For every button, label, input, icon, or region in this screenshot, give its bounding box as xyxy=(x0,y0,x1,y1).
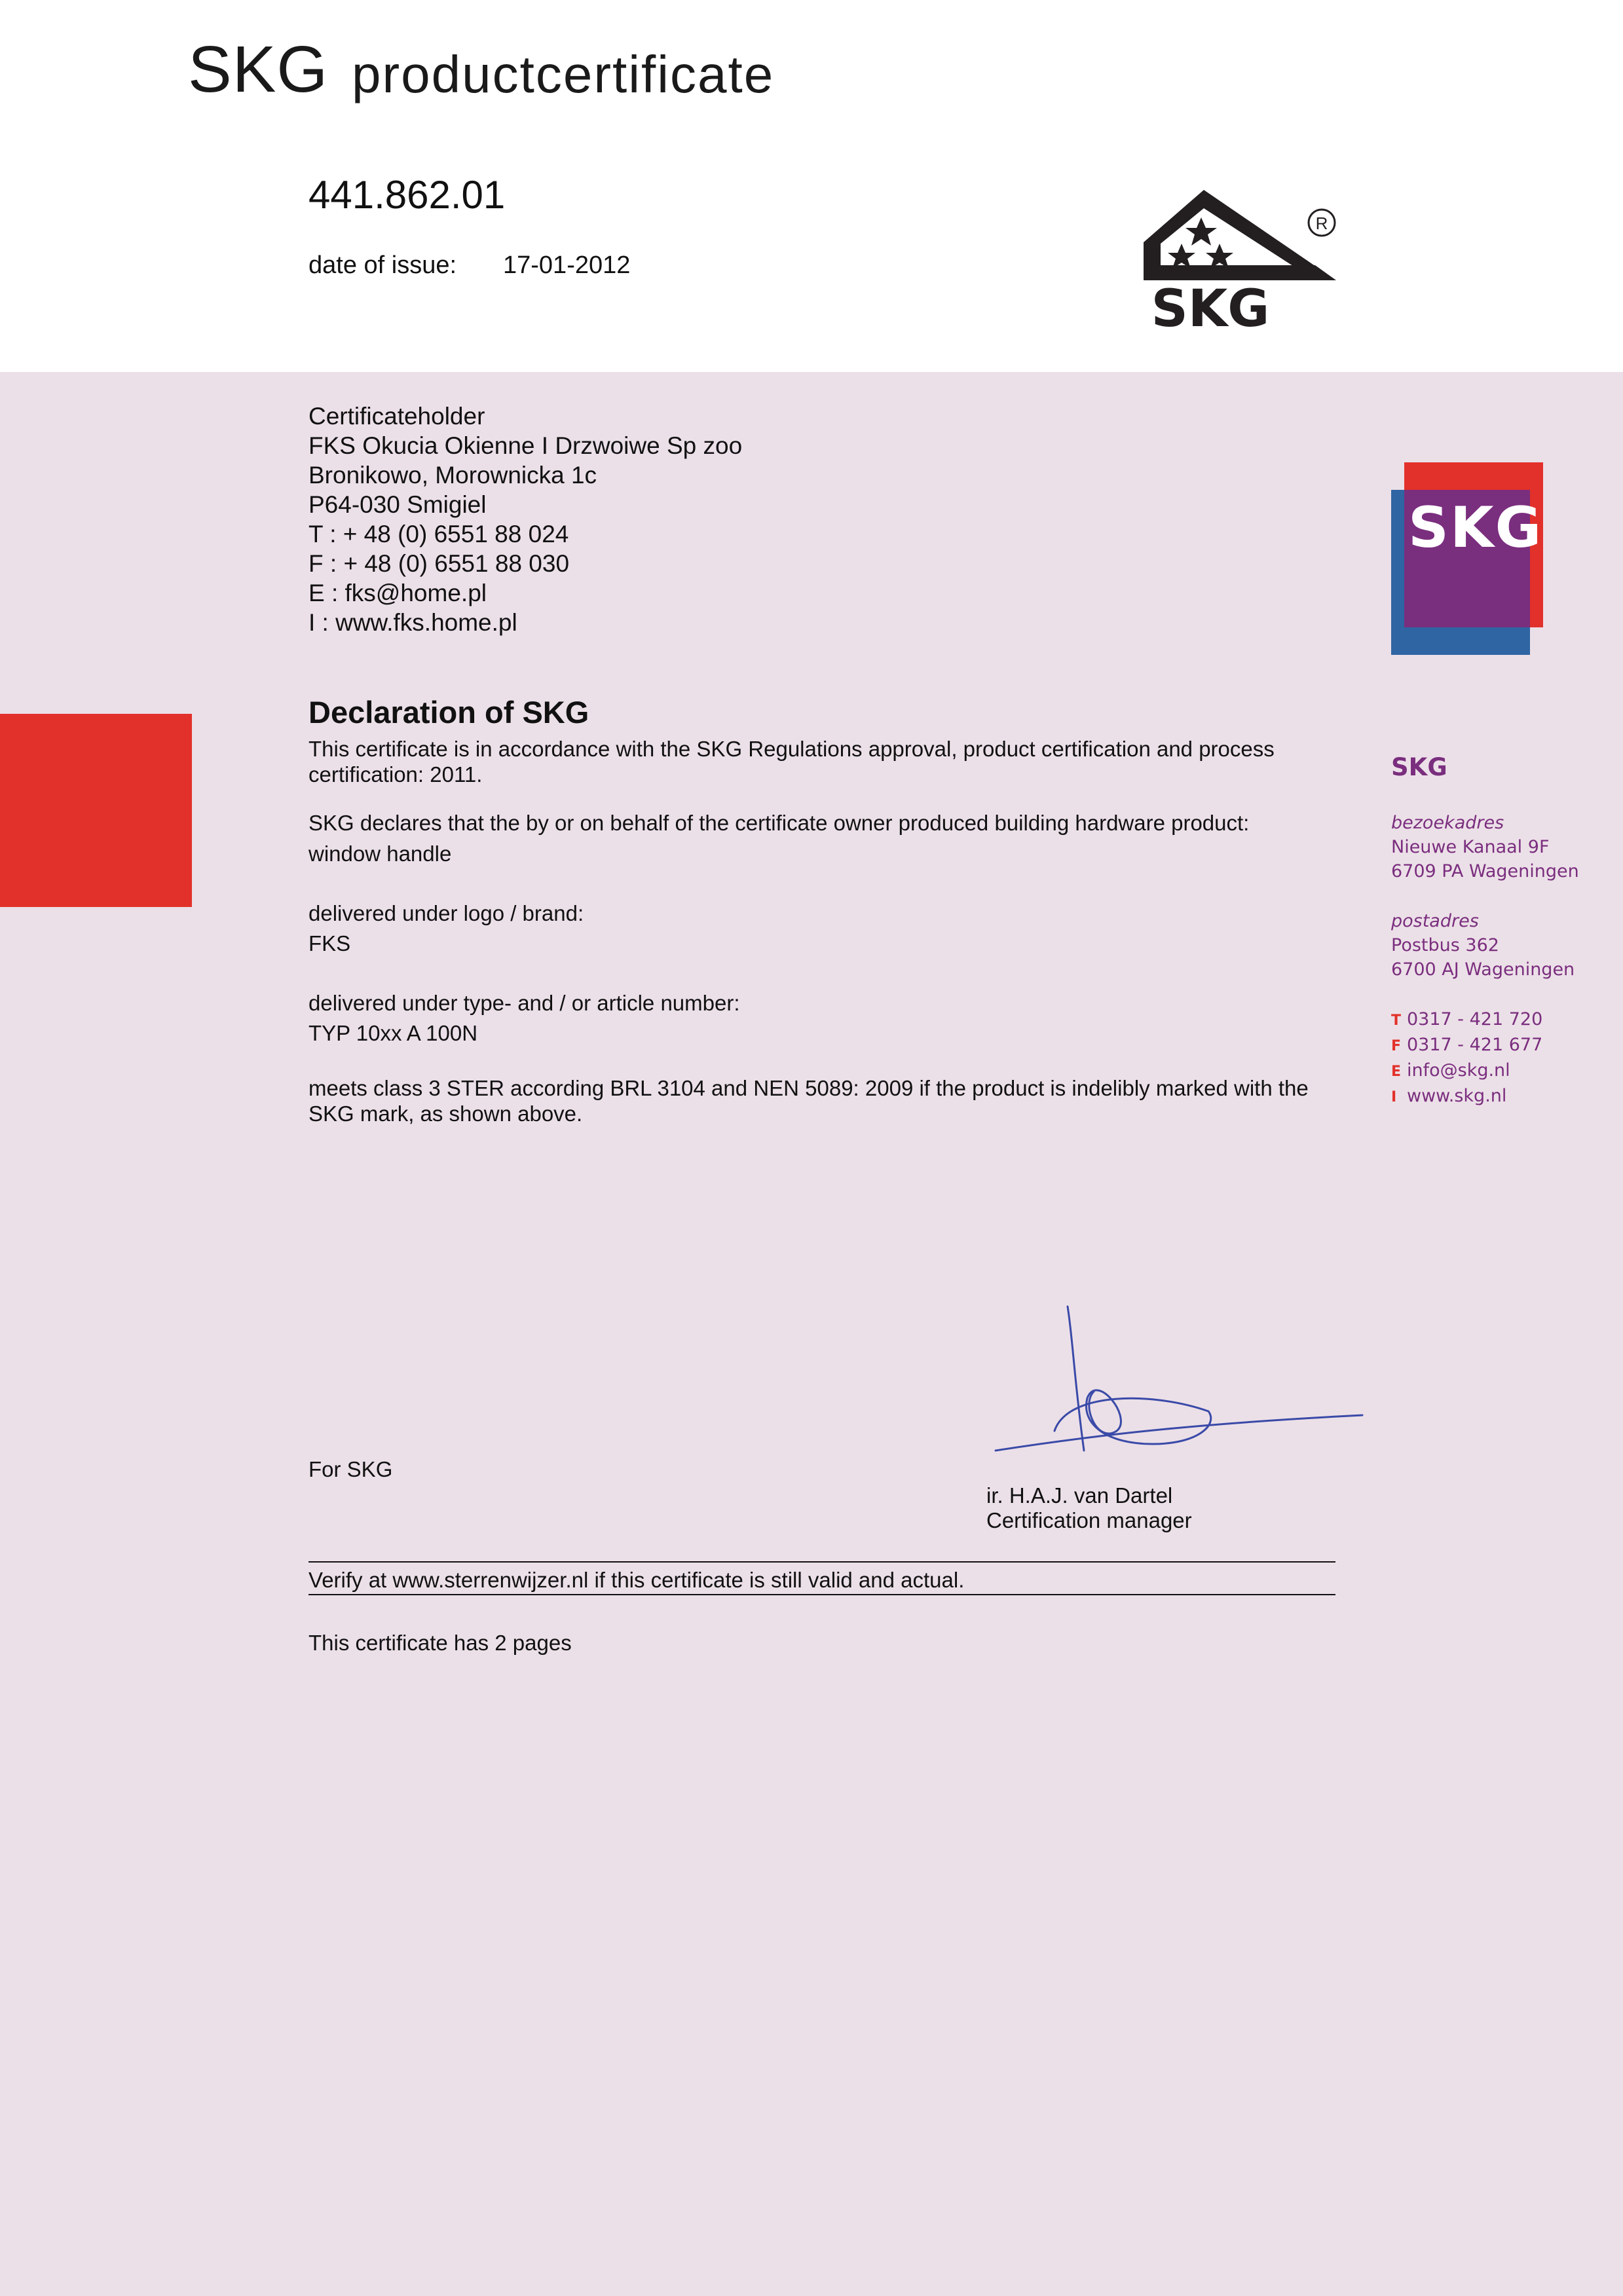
star-icon xyxy=(1185,217,1217,246)
sidebar-post-address xyxy=(1391,909,1575,982)
sidebar-org: SKG xyxy=(1391,753,1447,781)
signatory-name: ir. H.A.J. van Dartel xyxy=(986,1483,1173,1508)
divider xyxy=(308,1561,1335,1563)
holder-line: P64-030 Smigiel xyxy=(308,491,487,518)
type-label: delivered under type- and / or article number: xyxy=(308,991,740,1015)
holder-website: I : www.fks.home.pl xyxy=(308,609,517,636)
contact-email: E info@skg.nl xyxy=(1391,1060,1510,1081)
verify-note: Verify at www.sterrenwijzer.nl if this certificate is still valid and actual. xyxy=(308,1568,965,1592)
declaration-conclusion: meets class 3 STER according BRL 3104 and NEN 5089: 2009 if the product is indelibly marked with the SKG mark, as shown above. xyxy=(308,1076,1309,1126)
product-name: window handle xyxy=(308,842,452,866)
brand-label: delivered under logo / brand: xyxy=(308,901,584,925)
handwritten-signature xyxy=(982,1300,1369,1457)
svg-text:R: R xyxy=(1315,213,1328,233)
type-value: TYP 10xx A 100N xyxy=(308,1021,478,1045)
logo-skg-text: SKG xyxy=(1151,280,1270,334)
sidebar-contacts xyxy=(1391,1007,1542,1109)
page-count-note: This certificate has 2 pages xyxy=(308,1631,572,1655)
star-icon xyxy=(1168,244,1195,268)
for-skg-label: For SKG xyxy=(308,1457,393,1481)
header-doc-type: productcertificate xyxy=(352,45,775,103)
holder-line: FKS Okucia Okienne I Drzwoiwe Sp zoo xyxy=(308,432,743,459)
visit-line: 6709 PA Wageningen xyxy=(1391,861,1579,881)
visit-label: bezoekadres xyxy=(1391,813,1504,833)
visit-line: Nieuwe Kanaal 9F xyxy=(1391,837,1550,857)
contact-website: I www.skg.nl xyxy=(1391,1086,1507,1106)
holder-line: Bronikowo, Morownicka 1c xyxy=(308,462,597,489)
declaration-intro: This certificate is in accordance with the SKG Regulations approval, product certification and process certification: 2011. xyxy=(308,737,1275,787)
post-line: Postbus 362 xyxy=(1391,935,1499,955)
sidebar-visit-address xyxy=(1391,811,1579,883)
date-of-issue-value: 17-01-2012 xyxy=(503,251,631,279)
certificate-holder-block xyxy=(308,401,742,637)
certificate-number: 441.862.01 xyxy=(308,173,506,217)
star-icon xyxy=(1206,244,1233,268)
header-brand: SKG xyxy=(188,33,329,106)
declaration-title: Declaration of SKG xyxy=(308,695,589,730)
skg-color-logo xyxy=(1404,462,1543,627)
post-label: postadres xyxy=(1391,911,1479,931)
declaration-statement: SKG declares that the by or on behalf of the certificate owner produced building hardware product: xyxy=(308,811,1250,835)
contact-fax: F 0317 - 421 677 xyxy=(1391,1035,1543,1055)
signatory-role: Certification manager xyxy=(986,1508,1192,1532)
red-square-decoration xyxy=(0,714,192,907)
divider xyxy=(308,1594,1335,1595)
date-of-issue-label: date of issue: xyxy=(308,251,457,279)
logo-skg-text: SKG xyxy=(1408,495,1543,561)
pink-background-band xyxy=(0,372,1623,2296)
brand-value: FKS xyxy=(308,931,351,955)
post-line: 6700 AJ Wageningen xyxy=(1391,959,1575,980)
house-outline-icon xyxy=(1144,190,1336,280)
holder-heading: Certificateholder xyxy=(308,403,485,430)
holder-email: E : fks@home.pl xyxy=(308,580,487,606)
holder-fax: F : + 48 (0) 6551 88 030 xyxy=(308,550,570,577)
skg-house-logo xyxy=(1138,183,1341,334)
contact-phone: T 0317 - 421 720 xyxy=(1391,1009,1543,1029)
holder-phone: T : + 48 (0) 6551 88 024 xyxy=(308,521,569,547)
